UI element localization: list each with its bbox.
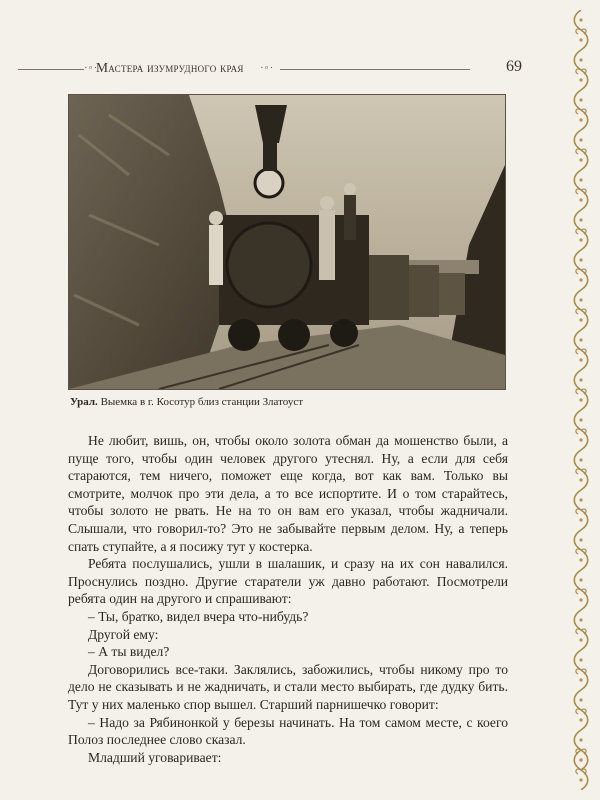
caption-text: Выемка в г. Косотур близ станции Златоуст <box>97 396 304 408</box>
locomotive-photo <box>68 94 506 390</box>
caption-label: Урал. <box>70 396 98 408</box>
header-ornament-right: ·◦· <box>260 62 275 74</box>
header-rule-left <box>18 69 84 70</box>
page-number: 69 <box>506 58 522 75</box>
photo-caption <box>70 396 303 408</box>
header-rule-right <box>280 69 470 70</box>
story-text <box>68 432 508 766</box>
paragraph: – Надо за Рябинонкой у березы начинать. На том самом месте, с коего Полоз последнее слово сказал. <box>68 714 508 748</box>
ornament-border-icon <box>566 10 596 790</box>
paragraph: – А ты видел? <box>88 644 170 660</box>
paragraph: Не любит, вишь, он, чтобы около золота обман да мошенство были, а пуще того, чтобы один человек другого утеснял. Ну, а если для себя стараются, тем ничего, поможет еще когда, вот как вам. Только вы смотрите, молчок про эти дела, а то все испортите. И о том старайтесь, чтобы золото не рвать. Не на то он вам его указал, чтобы жадничали. Слышали, что говорил-то? Это не забывайте первым делом. Ну, а теперь спать ступайте, а я посижу тут у костерка. <box>68 433 508 554</box>
paragraph: Младший уговаривает: <box>88 749 222 765</box>
running-header-title: Мастера изумрудного края <box>96 60 244 75</box>
paragraph: – Ты, братко, видел вчера что-нибудь? <box>88 608 309 624</box>
header-ornament-left: ·◦· <box>84 62 99 74</box>
paragraph: Договорились все-таки. Заклялись, забожились, чтобы никому про то дело не сказывать и не жадничать, и стали место выбирать, где дудку бить. Тут у них маленько спор вышел. Старший парнишечко говорит: <box>68 661 508 712</box>
paragraph: Другой ему: <box>88 626 159 642</box>
paragraph: Ребята послушались, ушли в шалашик, и сразу на их сон навалился. Проснулись поздно. Другие старатели уж давно работают. Посмотрели ребята один на другого и спрашивают: <box>68 556 508 607</box>
